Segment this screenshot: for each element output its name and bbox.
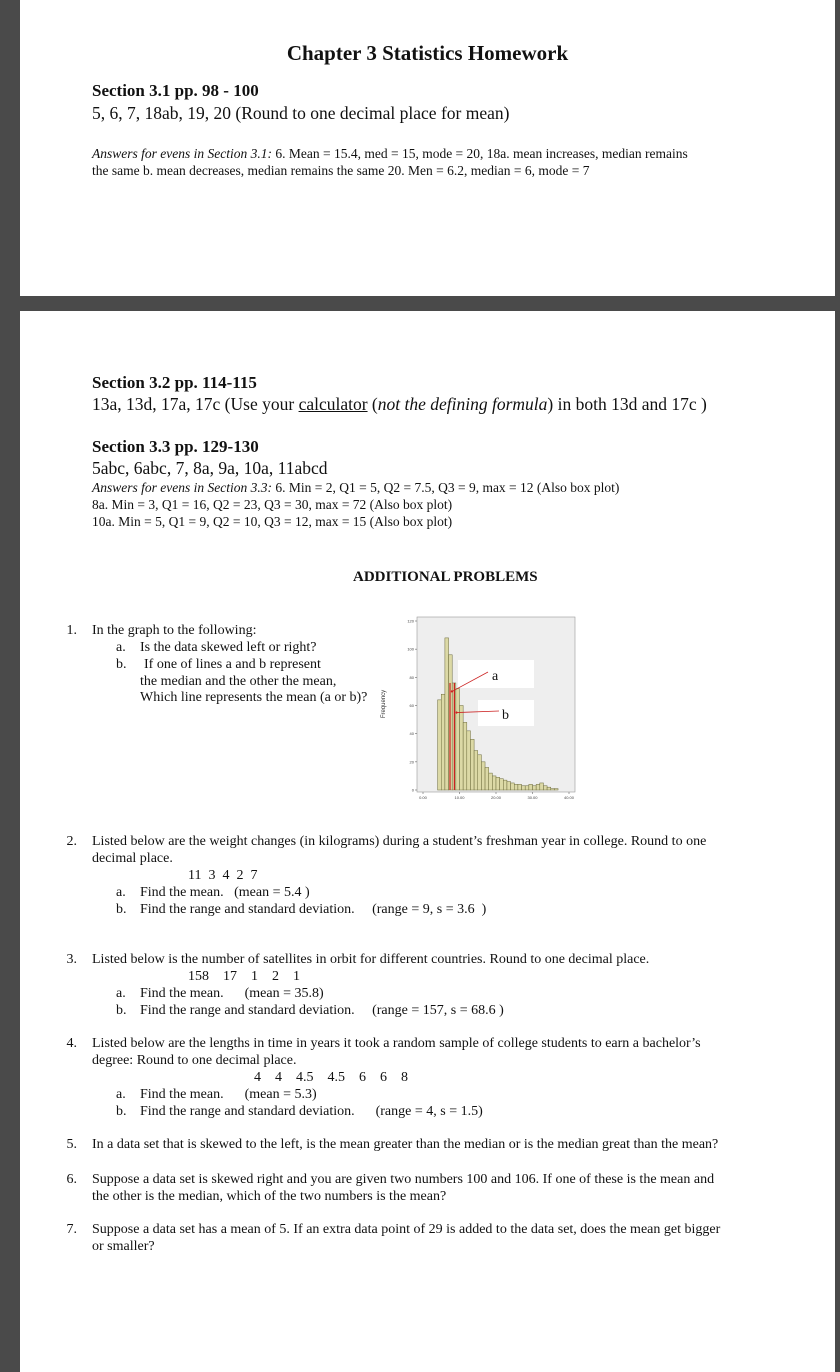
section-3-1-answers-line1 xyxy=(92,145,688,162)
s32-text-post: ) in both 13d and 17c ) xyxy=(547,394,707,414)
histogram-bar xyxy=(481,762,485,790)
problem-4a-text: Find the mean. (mean = 5.3) xyxy=(140,1087,317,1102)
problem-3b-label: b. xyxy=(116,1003,127,1018)
histogram-bar xyxy=(529,784,533,790)
problem-1b-line1: If one of lines a and b represent xyxy=(144,657,321,672)
section-3-1-problems: 5, 6, 7, 18ab, 19, 20 (Round to one decimal place for mean) xyxy=(92,103,510,123)
histogram-bar xyxy=(463,722,467,790)
section-3-3-answers-line1 xyxy=(92,479,619,496)
document-page-1 xyxy=(20,0,835,296)
answers-text: 6. Mean = 15.4, med = 15, mode = 20, 18a. mean increases, median remains xyxy=(271,146,688,161)
histogram-bar xyxy=(500,779,504,790)
problem-1a-text: Is the data skewed left or right? xyxy=(140,640,317,655)
problem-2b-label: b. xyxy=(116,902,127,917)
y-tick-label: 20 xyxy=(409,759,414,765)
histogram-bar xyxy=(441,694,445,790)
line-b-label: b xyxy=(502,708,509,723)
histogram-bar xyxy=(536,784,540,790)
problem-4-line1: Listed below are the lengths in time in years it took a random sample of college students to earn a bachelor’s xyxy=(92,1036,701,1051)
section-3-3-answers-line3: 10a. Min = 5, Q1 = 9, Q2 = 10, Q3 = 12, max = 15 (Also box plot) xyxy=(92,514,453,529)
x-axis xyxy=(419,792,575,800)
problem-4b-label: b. xyxy=(116,1104,127,1119)
histogram-bar xyxy=(547,787,551,790)
problem-4-line2: degree: Round to one decimal place. xyxy=(92,1053,297,1068)
problem-2-line1: Listed below are the weight changes (in kilograms) during a student’s freshman year in college. Round to one xyxy=(92,834,707,849)
y-tick-label: 60 xyxy=(409,703,414,708)
histogram-bar xyxy=(543,786,547,790)
problem-3-data: 158 17 1 2 1 xyxy=(188,969,300,984)
histogram-bar xyxy=(518,784,522,790)
histogram-bar xyxy=(522,786,526,790)
problem-2a-text: Find the mean. (mean = 5.4 ) xyxy=(140,885,310,900)
answers-label: Answers for evens in Section 3.1: xyxy=(92,146,272,161)
problem-4-number: 4. xyxy=(66,1036,77,1051)
problem-6-number: 6. xyxy=(66,1172,77,1187)
problem-3a-text: Find the mean. (mean = 35.8) xyxy=(140,986,324,1001)
x-tick-label: 30.00 xyxy=(527,795,538,800)
problem-1b-label: b. xyxy=(116,657,127,672)
histogram-bar xyxy=(456,689,460,790)
histogram-bar xyxy=(533,786,537,790)
section-3-3-answers-line2: 8a. Min = 3, Q1 = 16, Q2 = 23, Q3 = 30, max = 72 (Also box plot) xyxy=(92,497,453,512)
histogram-bar xyxy=(554,789,558,790)
histogram-chart xyxy=(378,614,583,804)
problem-5-number: 5. xyxy=(66,1137,77,1152)
section-3-2-problems xyxy=(92,394,707,415)
histogram-bar xyxy=(514,784,518,790)
section-3-3-problems: 5abc, 6abc, 7, 8a, 9a, 10a, 11abcd xyxy=(92,458,328,478)
problem-1b-line2: the median and the other the mean, xyxy=(140,674,337,689)
problem-1b-line3: Which line represents the mean (a or b)? xyxy=(140,690,368,705)
histogram-bar xyxy=(511,783,515,790)
calculator-underlined: calculator xyxy=(298,394,368,414)
line-a-label: a xyxy=(492,669,499,684)
page-title: Chapter 3 Statistics Homework xyxy=(286,41,569,65)
problem-6-line1: Suppose a data set is skewed right and you are given two numbers 100 and 106. If one of these is the mean and xyxy=(92,1172,715,1187)
x-tick-label: 20.00 xyxy=(490,795,502,800)
section-3-1-heading: Section 3.1 pp. 98 - 100 xyxy=(92,81,259,100)
histogram-bar xyxy=(470,739,474,790)
histogram-bar xyxy=(467,731,471,790)
histogram-bar xyxy=(503,780,507,790)
problem-1-text: In the graph to the following: xyxy=(92,623,257,638)
y-axis xyxy=(407,619,417,793)
y-tick-label: 40 xyxy=(409,731,414,737)
problem-4-data: 4 4 4.5 4.5 6 6 8 xyxy=(254,1070,408,1085)
y-tick-label: 100 xyxy=(407,646,414,652)
problem-2-number: 2. xyxy=(66,834,77,849)
answers-label: Answers for evens in Section 3.3: xyxy=(92,480,272,495)
problem-7-number: 7. xyxy=(66,1222,77,1237)
section-3-3-heading: Section 3.3 pp. 129-130 xyxy=(92,437,259,456)
problem-5-line1: In a data set that is skewed to the left, is the mean greater than the median or is the median great than the mean? xyxy=(92,1137,719,1152)
histogram-bar xyxy=(525,786,529,790)
problem-4a-label: a. xyxy=(116,1087,126,1102)
histogram-bar xyxy=(460,706,464,791)
problem-2-line2: decimal place. xyxy=(92,851,173,866)
answers-text: 6. Min = 2, Q1 = 5, Q2 = 7.5, Q3 = 9, max = 12 (Also box plot) xyxy=(271,480,620,495)
histogram-bar xyxy=(492,776,496,790)
histogram-bar xyxy=(485,767,489,790)
histogram-bar xyxy=(496,777,500,790)
histogram-bar xyxy=(540,783,544,790)
problem-2-data: 11 3 4 2 7 xyxy=(188,868,258,883)
x-tick-label: 40.00 xyxy=(563,795,575,800)
y-tick-label: 0 xyxy=(411,787,414,793)
s32-text-pre: 13a, 13d, 17a, 17c (Use your xyxy=(92,394,299,414)
additional-problems-heading: ADDITIONAL PROBLEMS xyxy=(353,569,538,585)
problem-3b-text: Find the range and standard deviation. (range = 157, s = 68.6 ) xyxy=(140,1003,504,1018)
histogram-bar xyxy=(445,638,449,790)
s32-text-mid: ( xyxy=(367,394,378,414)
section-3-2-heading: Section 3.2 pp. 114-115 xyxy=(92,373,257,392)
problem-3-line1: Listed below is the number of satellites in orbit for different countries. Round to one decimal place. xyxy=(92,952,650,967)
histogram-bar xyxy=(489,773,493,790)
problem-7-line1: Suppose a data set has a mean of 5. If an extra data point of 29 is added to the data set, does the mean get bigger xyxy=(92,1222,721,1237)
y-tick-label: 120 xyxy=(407,618,414,624)
histogram-bar xyxy=(507,782,511,790)
problem-4b-text: Find the range and standard deviation. (range = 4, s = 1.5) xyxy=(140,1104,483,1119)
problem-1a-label: a. xyxy=(116,640,126,655)
x-tick-label: 0.00 xyxy=(419,795,427,800)
problem-3-number: 3. xyxy=(66,952,77,967)
arrow-head-b xyxy=(455,711,457,713)
histogram-bar xyxy=(551,789,555,790)
problem-1-number: 1. xyxy=(66,623,77,638)
y-axis-label: Frequency xyxy=(381,689,387,719)
histogram-bar xyxy=(438,700,442,790)
problem-7-line2: or smaller? xyxy=(92,1239,155,1254)
document-page-2 xyxy=(20,311,835,1372)
s32-text-italic: not the defining formula xyxy=(377,394,548,414)
histogram-bar xyxy=(478,755,482,790)
problem-2b-text: Find the range and standard deviation. (range = 9, s = 3.6 ) xyxy=(140,902,487,917)
problem-6-line2: the other is the median, which of the two numbers is the mean? xyxy=(92,1189,447,1204)
x-tick-label: 10.00 xyxy=(454,795,465,800)
histogram-bar xyxy=(474,751,478,790)
arrow-head-a xyxy=(451,690,453,692)
section-3-1-answers-line2: the same b. mean decreases, median remains the same 20. Men = 6.2, median = 6, mode = 7 xyxy=(92,163,590,178)
problem-3a-label: a. xyxy=(116,986,126,1001)
y-tick-label: 80 xyxy=(409,674,414,680)
problem-2a-label: a. xyxy=(116,885,126,900)
